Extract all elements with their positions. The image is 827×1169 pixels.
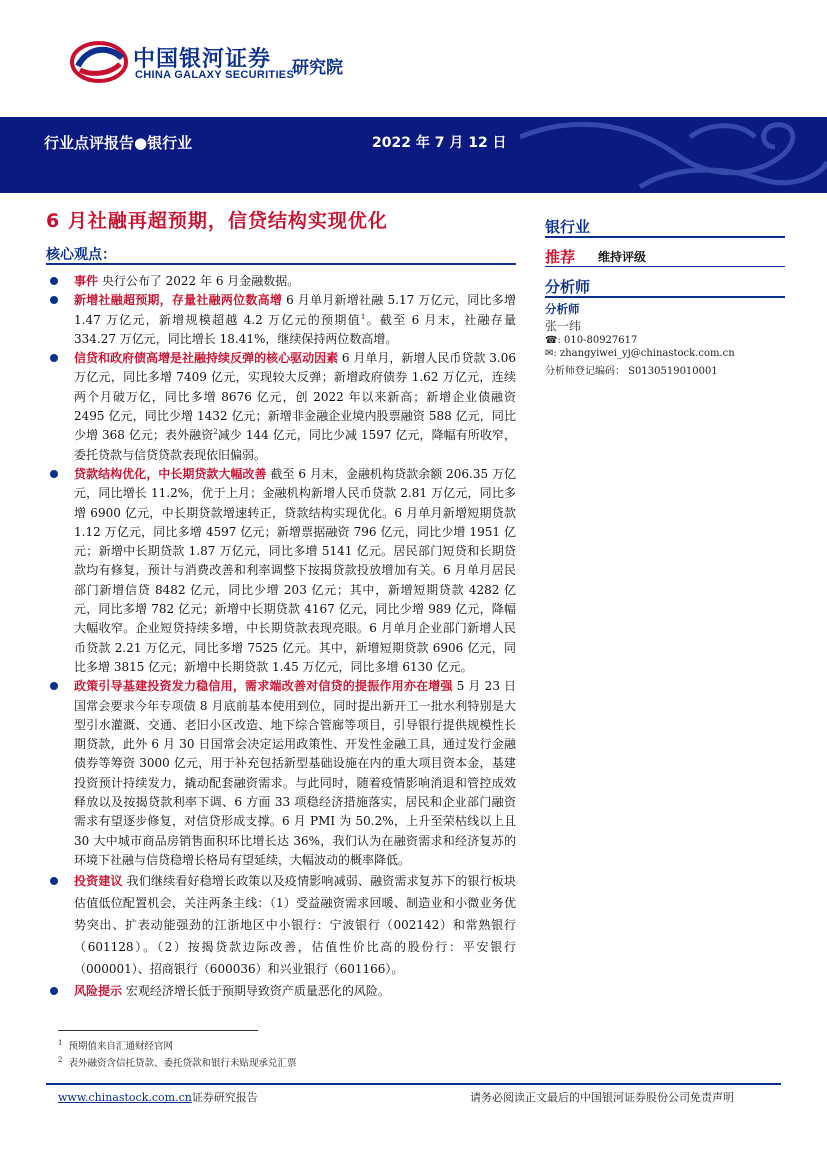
analyst-label: 分析师 <box>545 302 580 316</box>
core-points-list <box>46 272 516 1002</box>
bullet-heading: 信贷和政府债高增是社融持续反弹的核心驱动因素 <box>74 351 339 366</box>
analyst-email[interactable]: ✉: zhangyiwei_yj@chinastock.com.cn <box>545 348 735 359</box>
list-item <box>46 272 516 291</box>
analyst-heading: 分析师 <box>545 278 591 296</box>
bullet-text: 宏观经济增长低于预期导致资产质量恶化的风险。 <box>122 984 390 999</box>
bullet-text: 。截至 6 月末，社融存量 334.27 万亿元，同比增长 18.41%，继续保持两位数高增。 <box>74 312 517 346</box>
bullet-text: 央行公布了 2022 年 6 月金融数据。 <box>98 274 300 288</box>
bullet-icon <box>50 877 58 885</box>
industry-label: 银行业 <box>545 218 591 236</box>
footnote <box>58 1038 173 1052</box>
list-item <box>46 349 516 465</box>
core-divider <box>46 263 516 265</box>
footnote-divider <box>58 1030 258 1031</box>
bullet-heading: 新增社融超预期，存量社融两位数高增 <box>74 293 283 308</box>
side-divider <box>545 266 785 267</box>
list-item <box>46 677 516 870</box>
bullet-heading: 贷款结构优化，中长期贷款大幅改善 <box>74 466 267 481</box>
report-title: 6 月社融再超预期，信贷结构实现优化 <box>46 210 388 232</box>
footnote-text: 表外融资含信托贷款、委托贷款和银行未贴现承兑汇票 <box>68 1058 297 1069</box>
footer-left <box>58 1089 258 1105</box>
footnote-number: 1 <box>58 1038 63 1047</box>
side-divider <box>545 296 785 298</box>
bullet-icon <box>50 682 58 690</box>
institute-label: 研究院 <box>292 58 343 78</box>
cloud-pattern-icon <box>520 117 827 193</box>
logo-english-name: CHINA GALAXY SECURITIES <box>135 69 295 81</box>
bullet-text: 我们继续看好稳增长政策以及疫情影响减弱、融资需求复苏下的银行板块估值低位配置机会，关注两条主线：（1）受益融资需求回暖、制造业和小微业务优势突出、扩表动能强劲的江浙地区中小银行：宁波银行（002142）和常熟银行（601128）。（2）按揭贷款边际改善，估值性价比高的股份行：平安银行（000001）、招商银行（600036）和兴业银行（601166）。 <box>74 874 516 977</box>
logo-chinese-name: 中国银河证券 <box>133 47 272 72</box>
bullet-text: 6 月单月新增社融 5.17 万亿元，同比多增 1.47 万亿元，新增规模超越 4.2 万亿元的预期值 <box>74 293 516 327</box>
footer-label: 证券研究报告 <box>191 1091 258 1104</box>
footnote <box>58 1055 297 1069</box>
footer-divider <box>46 1083 781 1085</box>
list-item <box>46 980 516 1002</box>
bullet-icon <box>50 470 58 478</box>
bullet-icon <box>50 296 58 304</box>
bullet-heading: 风险提示 <box>74 984 123 999</box>
list-item <box>46 870 516 980</box>
bullet-text: 5 月 23 日国常会要求今年专项债 8 月底前基本使用到位，同时提出新开工一批水利特别是大型引水灌溉、交通、老旧小区改造、地下综合管廊等项目，引导银行提供规模性长期贷款，此外 6 月 30 日国常会决定运用政策性、开发性金融工具，通过发行金融债券等筹资 3000 亿元，用于补充包括新型基础设施在内的重大项目资本金，基建投资预计持续发力，撬动配套融资需求。与此同时，随着疫情影响消退和管控成效释放以及按揭贷款利率下调、6 方面 33 项稳经济措施落实，居民和企业部门融资需求有望逐步修复，对信贷形成支撑。6 月 PMI 为 50.2%，上升至荣枯线以上且 30 大中城市商品房销售面积环比增长达 36%，我们认为在融资需求和经济复苏的环境下社融与信贷稳增长格局有望延续，大幅波动的概率降低。 <box>74 679 516 867</box>
rating-label: 维持评级 <box>598 250 647 264</box>
footnote-text: 预期值来自汇通财经官网 <box>68 1041 174 1052</box>
footnote-ref: 2 <box>213 428 218 437</box>
bullet-text: 截至 6 月末，金融机构贷款余额 206.35 万亿元，同比增长 11.2%，优于上月；金融机构新增人民币贷款 2.81 万亿元，同比多增 6900 亿元，中长期贷款增速转正，贷款结构实现优化。6 月单月新增短期贷款 1.12 万亿元，同比多增 4597 亿元；新增票据融资 796 亿元，同比少增 1951 亿元；新增中长期贷款 1.87 万亿元，同比多增 5141 亿元。居民部门短贷和长期贷款均有修复，预计与消费改善和利率调整下按揭贷款投放增加有关。6 月单月居民部门新增信贷 8482 亿元，同比少增 203 亿元；其中，新增短期贷款 4282 亿元，同比多增 782 亿元；新增中长期贷款 4167 亿元，同比少增 989 亿元，降幅大幅收窄。企业短贷持续多增，中长期贷款表现亮眼。6 月单月企业部门新增人民币贷款 2.21 万亿元，同比多增 7525 亿元。其中，新增短期贷款 6906 亿元，同比多增 3815 亿元；新增中长期贷款 1.45 万亿元，同比多增 6130 亿元。 <box>74 466 516 674</box>
report-date: 2022 年 7 月 12 日 <box>372 135 507 151</box>
analyst-phone: ☎: 010-80927617 <box>545 335 638 346</box>
list-item <box>46 465 516 677</box>
recommend-label: 推荐 <box>545 248 576 266</box>
core-view-heading: 核心观点： <box>46 247 116 263</box>
company-logo-icon <box>70 40 128 84</box>
analyst-reg-no: 分析师登记编码： S0130519010001 <box>545 366 718 377</box>
bullet-icon <box>50 987 58 995</box>
bullet-text: 6 月单月，新增人民币贷款 3.06 万亿元，同比多增 7409 亿元，实现较大反弹；新增政府债券 1.62 万亿元，连续两个月破万亿，同比多增 8676 亿元，创 2022 年以来新高；新增企业债融资 2495 亿元，同比少增 1432 亿元；新增非金融企业境内股票融资 588 亿元，同比少增 368 亿元；表外融资 <box>74 351 516 443</box>
footnote-number: 2 <box>58 1055 63 1064</box>
analyst-name: 张一纬 <box>545 319 582 333</box>
bullet-heading: 事件 <box>74 274 99 288</box>
bullet-heading: 投资建议 <box>74 874 123 889</box>
report-type: 行业点评报告●银行业 <box>44 134 193 152</box>
bullet-heading: 政策引导基建投资发力稳信用，需求端改善对信贷的提振作用亦在增强 <box>74 679 453 694</box>
disclaimer-note: 请务必阅读正文最后的中国银河证券股份公司免责声明 <box>470 1091 734 1104</box>
website-link[interactable]: www.chinastock.com.cn <box>58 1091 192 1104</box>
side-divider <box>545 236 785 238</box>
bullet-icon <box>50 277 58 285</box>
footnote-ref: 1 <box>360 312 366 321</box>
bullet-icon <box>50 354 58 362</box>
list-item <box>46 291 516 349</box>
bullet-text: 减少 144 亿元，同比少减 1597 亿元，降幅有所收窄，委托贷款与信贷贷款表现依旧偏弱。 <box>74 428 516 462</box>
